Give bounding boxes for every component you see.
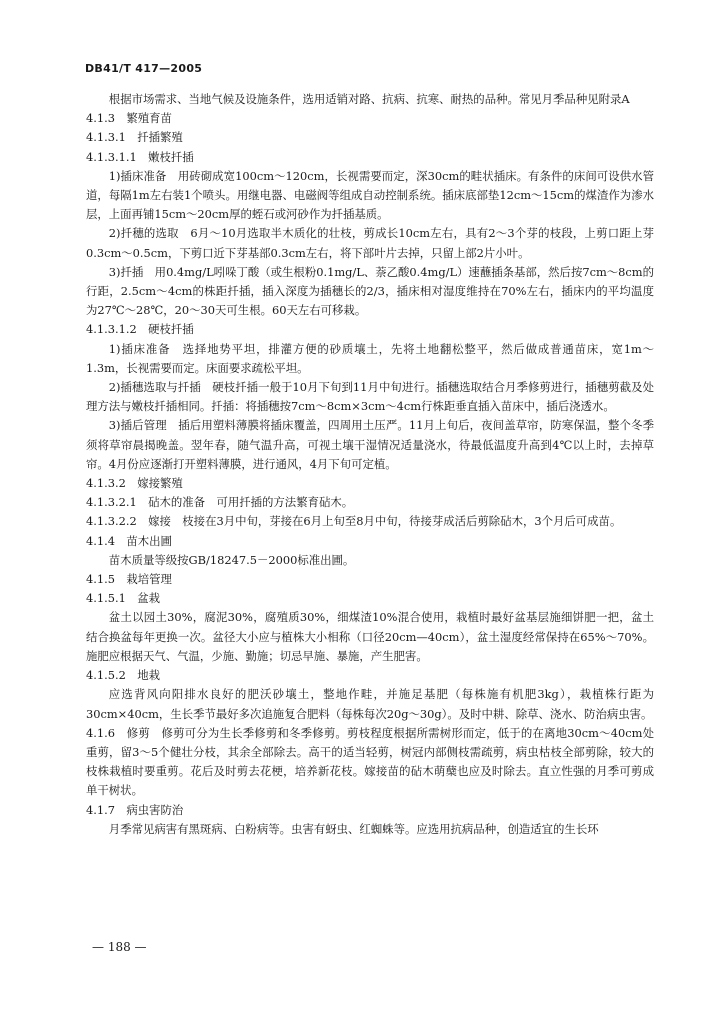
body-paragraph: 盆土以园土30%，腐泥30%，腐殖质30%，细煤渣10%混合使用，栽植时最好盆基层施细饼肥一把，盆土结合换盆每年更换一次。盆径大小应与植株大小相称（口径20cm—40cm），盆土湿度经常保持在65%～70%。施肥应根据天气、气温，少施、勤施；切忌早施、暴施，产生肥害。: [86, 610, 654, 663]
section-heading: 4.1.3.2 嫁接繁殖: [86, 476, 183, 491]
document-body: [86, 90, 654, 839]
body-paragraph: 1)插床准备 选择地势平坦，排灌方便的砂质壤土，先将土地翻松整平，然后做成普通苗床，宽1m～1.3m，长视需要而定。床面要求疏松平坦。: [86, 341, 654, 375]
section-heading: 4.1.3.1.1 嫩枝扦插: [86, 149, 194, 164]
body-paragraph: 根据市场需求、当地气候及设施条件，选用适销对路、抗病、抗寒、耐热的品种。常见月季品种见附录A: [108, 92, 630, 106]
section-heading: 4.1.3.2.1 砧木的准备 可用扦插的方法繁育砧木。: [86, 495, 354, 510]
body-paragraph: 应选背风向阳排水良好的肥沃砂壤土，整地作畦，并施足基肥（每株施有机肥3kg），栽植株行距为30cm×40cm，生长季节最好多次追施复合肥料（每株每次20g～30g）。及时中耕、除草、浇水、防治病虫害。: [86, 687, 654, 721]
page-number: — 188 —: [92, 940, 147, 954]
section-heading: 4.1.5.1 盆栽: [86, 591, 161, 606]
body-paragraph: 月季常见病害有黑斑病、白粉病等。虫害有蚜虫、红蜘蛛等。应选用抗病品种，创造适宜的生长环: [108, 821, 599, 836]
body-paragraph: 苗木质量等级按GB/18247.5－2000标准出圃。: [108, 552, 355, 567]
body-paragraph: 3)扦插 用0.4mg/L吲哚丁酸（或生根粉0.1mg/L、萘乙酸0.4mg/L）速蘸插条基部，然后按7cm～8cm的行距，2.5cm～4cm的株距扦插，插入深度为插穗长的2/3，插床相对湿度维持在70%左右，插床内的平均温度为27℃～28℃，20～30天可生根。60天左右可移栽。: [86, 264, 654, 318]
section-heading: 4.1.3.1.2 硬枝扦插: [86, 322, 194, 337]
section-heading: 4.1.4 苗木出圃: [86, 533, 172, 548]
body-paragraph: 4.1.6 修剪 修剪可分为生长季修剪和冬季修剪。剪枝程度根据所需树形而定，低于的在离地30cm～40cm处重剪，留3～5个健壮分枝，其余全部除去。高干的适当轻剪，树冠内部侧枝需疏剪，病虫枯枝全部剪除，较大的枝株栽植时要重剪。花后及时剪去花梗，培养新花枝。嫁接苗的砧木萌蘖也应及时除去。直立性强的月季可剪成单干树状。: [86, 725, 654, 798]
document-code: DB41/T 417—2005: [85, 62, 203, 75]
section-heading: 4.1.7 病虫害防治: [86, 802, 184, 817]
body-paragraph: 2)扦穗的选取 6月～10月选取半木质化的壮枝，剪成长10cm左右，具有2～3个芽的枝段，上剪口距上芽0.3cm～0.5cm，下剪口近下芽基部0.3cm左右，将下部叶片去掉，只留上部2片小叶。: [86, 226, 654, 260]
section-heading: 4.1.3.1 扦插繁殖: [86, 130, 183, 145]
section-heading: 4.1.5.2 地栽: [86, 668, 161, 683]
section-heading: 4.1.3 繁殖育苗: [86, 111, 172, 126]
body-paragraph: 3)插后管理 插后用塑料薄膜将插床覆盖，四周用土压严。11月上旬后，夜间盖草帘，防寒保温，整个冬季须将草帘晨揭晚盖。翌年春，随气温升高，可视土壤干湿情况适量浇水，待最低温度升高到4℃以上时，去掉草帘。4月份应逐渐打开塑料薄膜，进行通风，4月下旬可定植。: [86, 418, 654, 471]
body-paragraph: 1)插床准备 用砖砌成宽100cm～120cm，长视需要而定，深30cm的畦状插床。有条件的床间可设供水管道，每隔1m左右装1个喷头。用继电器、电磁阀等组成自动控制系统。插床底部垫12cm～15cm的煤渣作为渗水层，上面再铺15cm～20cm厚的蛭石或河砂作为扦插基质。: [86, 168, 654, 222]
section-heading: 4.1.5 栽培管理: [86, 572, 172, 587]
body-paragraph: 4.1.3.2.2 嫁接 枝接在3月中旬，芽接在6月上旬至8月中旬，待接芽成活后剪除砧木，3个月后可成苗。: [86, 514, 622, 529]
body-paragraph: 2)插穗选取与扦插 硬枝扦插一般于10月下旬到11月中旬进行。插穗选取结合月季修剪进行，插穗剪截及处理方法与嫩枝扦插相同。扦插：将插穗按7cm～8cm×3cm～4cm行株距垂直插入苗床中，插后浇透水。: [86, 380, 654, 414]
